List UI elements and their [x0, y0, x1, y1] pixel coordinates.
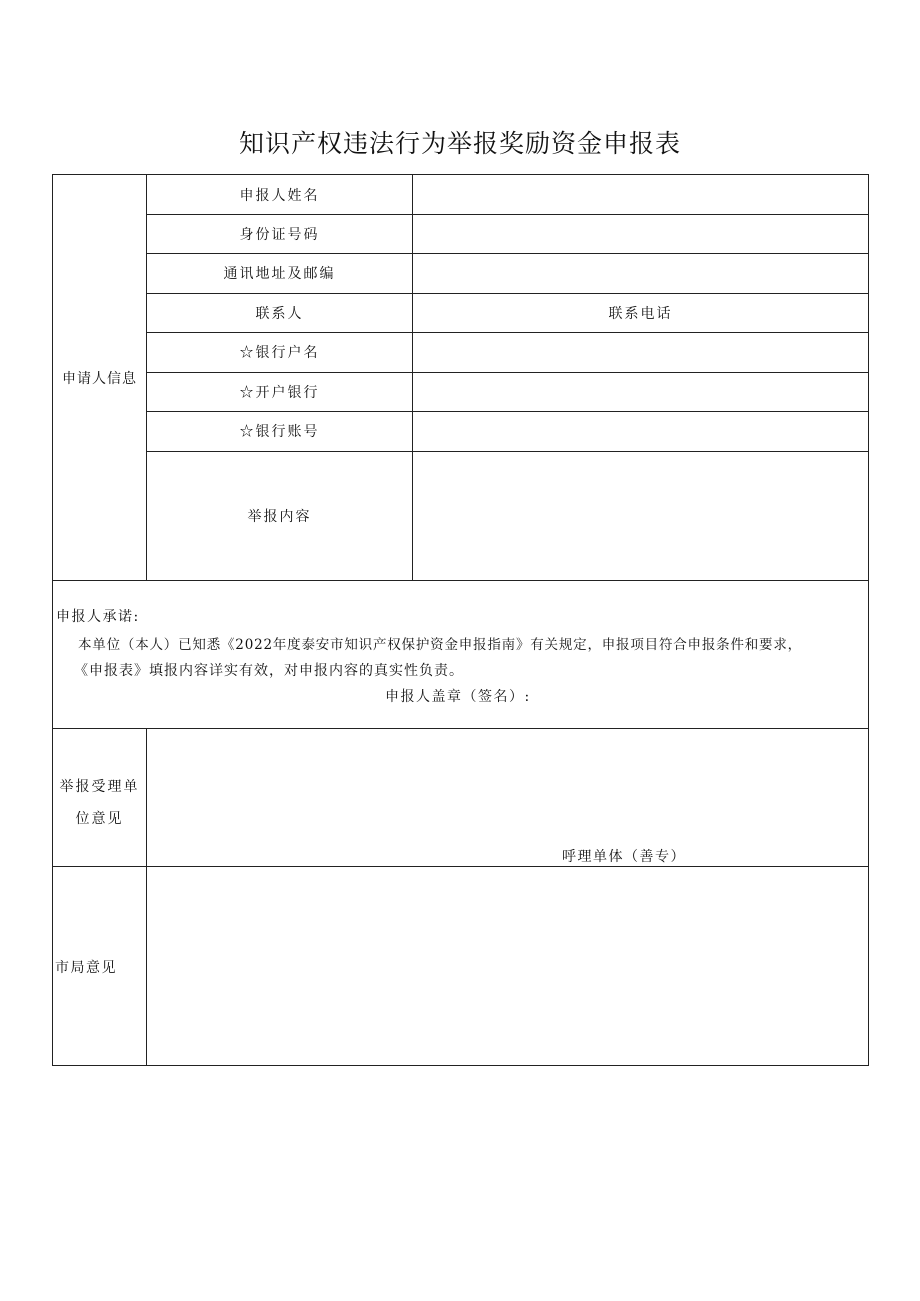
report-content-field[interactable] [413, 451, 868, 581]
city-bureau-label: 市局意见 [55, 960, 117, 976]
applicant-section-label: 申请人信息 [62, 371, 137, 387]
signature-label: 申报人盖章（签名）: [385, 689, 531, 705]
address-field[interactable] [413, 253, 868, 293]
id-number-label: 身份证号码 [239, 226, 320, 243]
form-title: 知识产权违法行为举报奖励资金申报表 [238, 129, 681, 158]
acceptance-unit-label-line2: 位意见 [75, 811, 124, 827]
name-field[interactable] [413, 175, 868, 214]
name-label: 申报人姓名 [239, 187, 320, 204]
acceptance-opinion-field[interactable] [147, 729, 868, 866]
bank-account-number-label: ☆银行账号 [239, 424, 320, 440]
acceptance-unit-label-line1: 举报受理单 [59, 779, 140, 795]
contact-person-label: 联系人 [255, 305, 304, 322]
bank-name-field[interactable] [413, 372, 868, 411]
address-label: 通讯地址及邮编 [223, 266, 336, 282]
section-divider [52, 580, 869, 581]
bank-account-name-label: ☆银行户名 [239, 345, 320, 361]
report-content-label: 举报内容 [247, 509, 312, 525]
commitment-heading: 申报人承诺: [56, 609, 140, 625]
id-number-field[interactable] [413, 214, 868, 253]
acceptance-stamp-label: 呼理单体（善专） [562, 849, 686, 865]
bank-account-number-field[interactable] [413, 411, 868, 451]
bank-account-name-field[interactable] [413, 332, 868, 372]
contact-person-field[interactable] [413, 293, 563, 332]
acceptance-unit-label [53, 771, 146, 835]
contact-phone-label: 联系电话 [608, 305, 673, 322]
city-bureau-opinion-field[interactable] [147, 867, 868, 1065]
commitment-text-line1: 本单位（本人）已知悉《2022年度泰安市知识产权保护资金申报指南》有关规定，申报项目符合申报条件和要求， [78, 637, 802, 653]
bank-name-label: ☆开户银行 [239, 384, 320, 401]
commitment-text-line2: 《申报表》填报内容详实有效，对申报内容的真实性负责。 [74, 663, 464, 679]
